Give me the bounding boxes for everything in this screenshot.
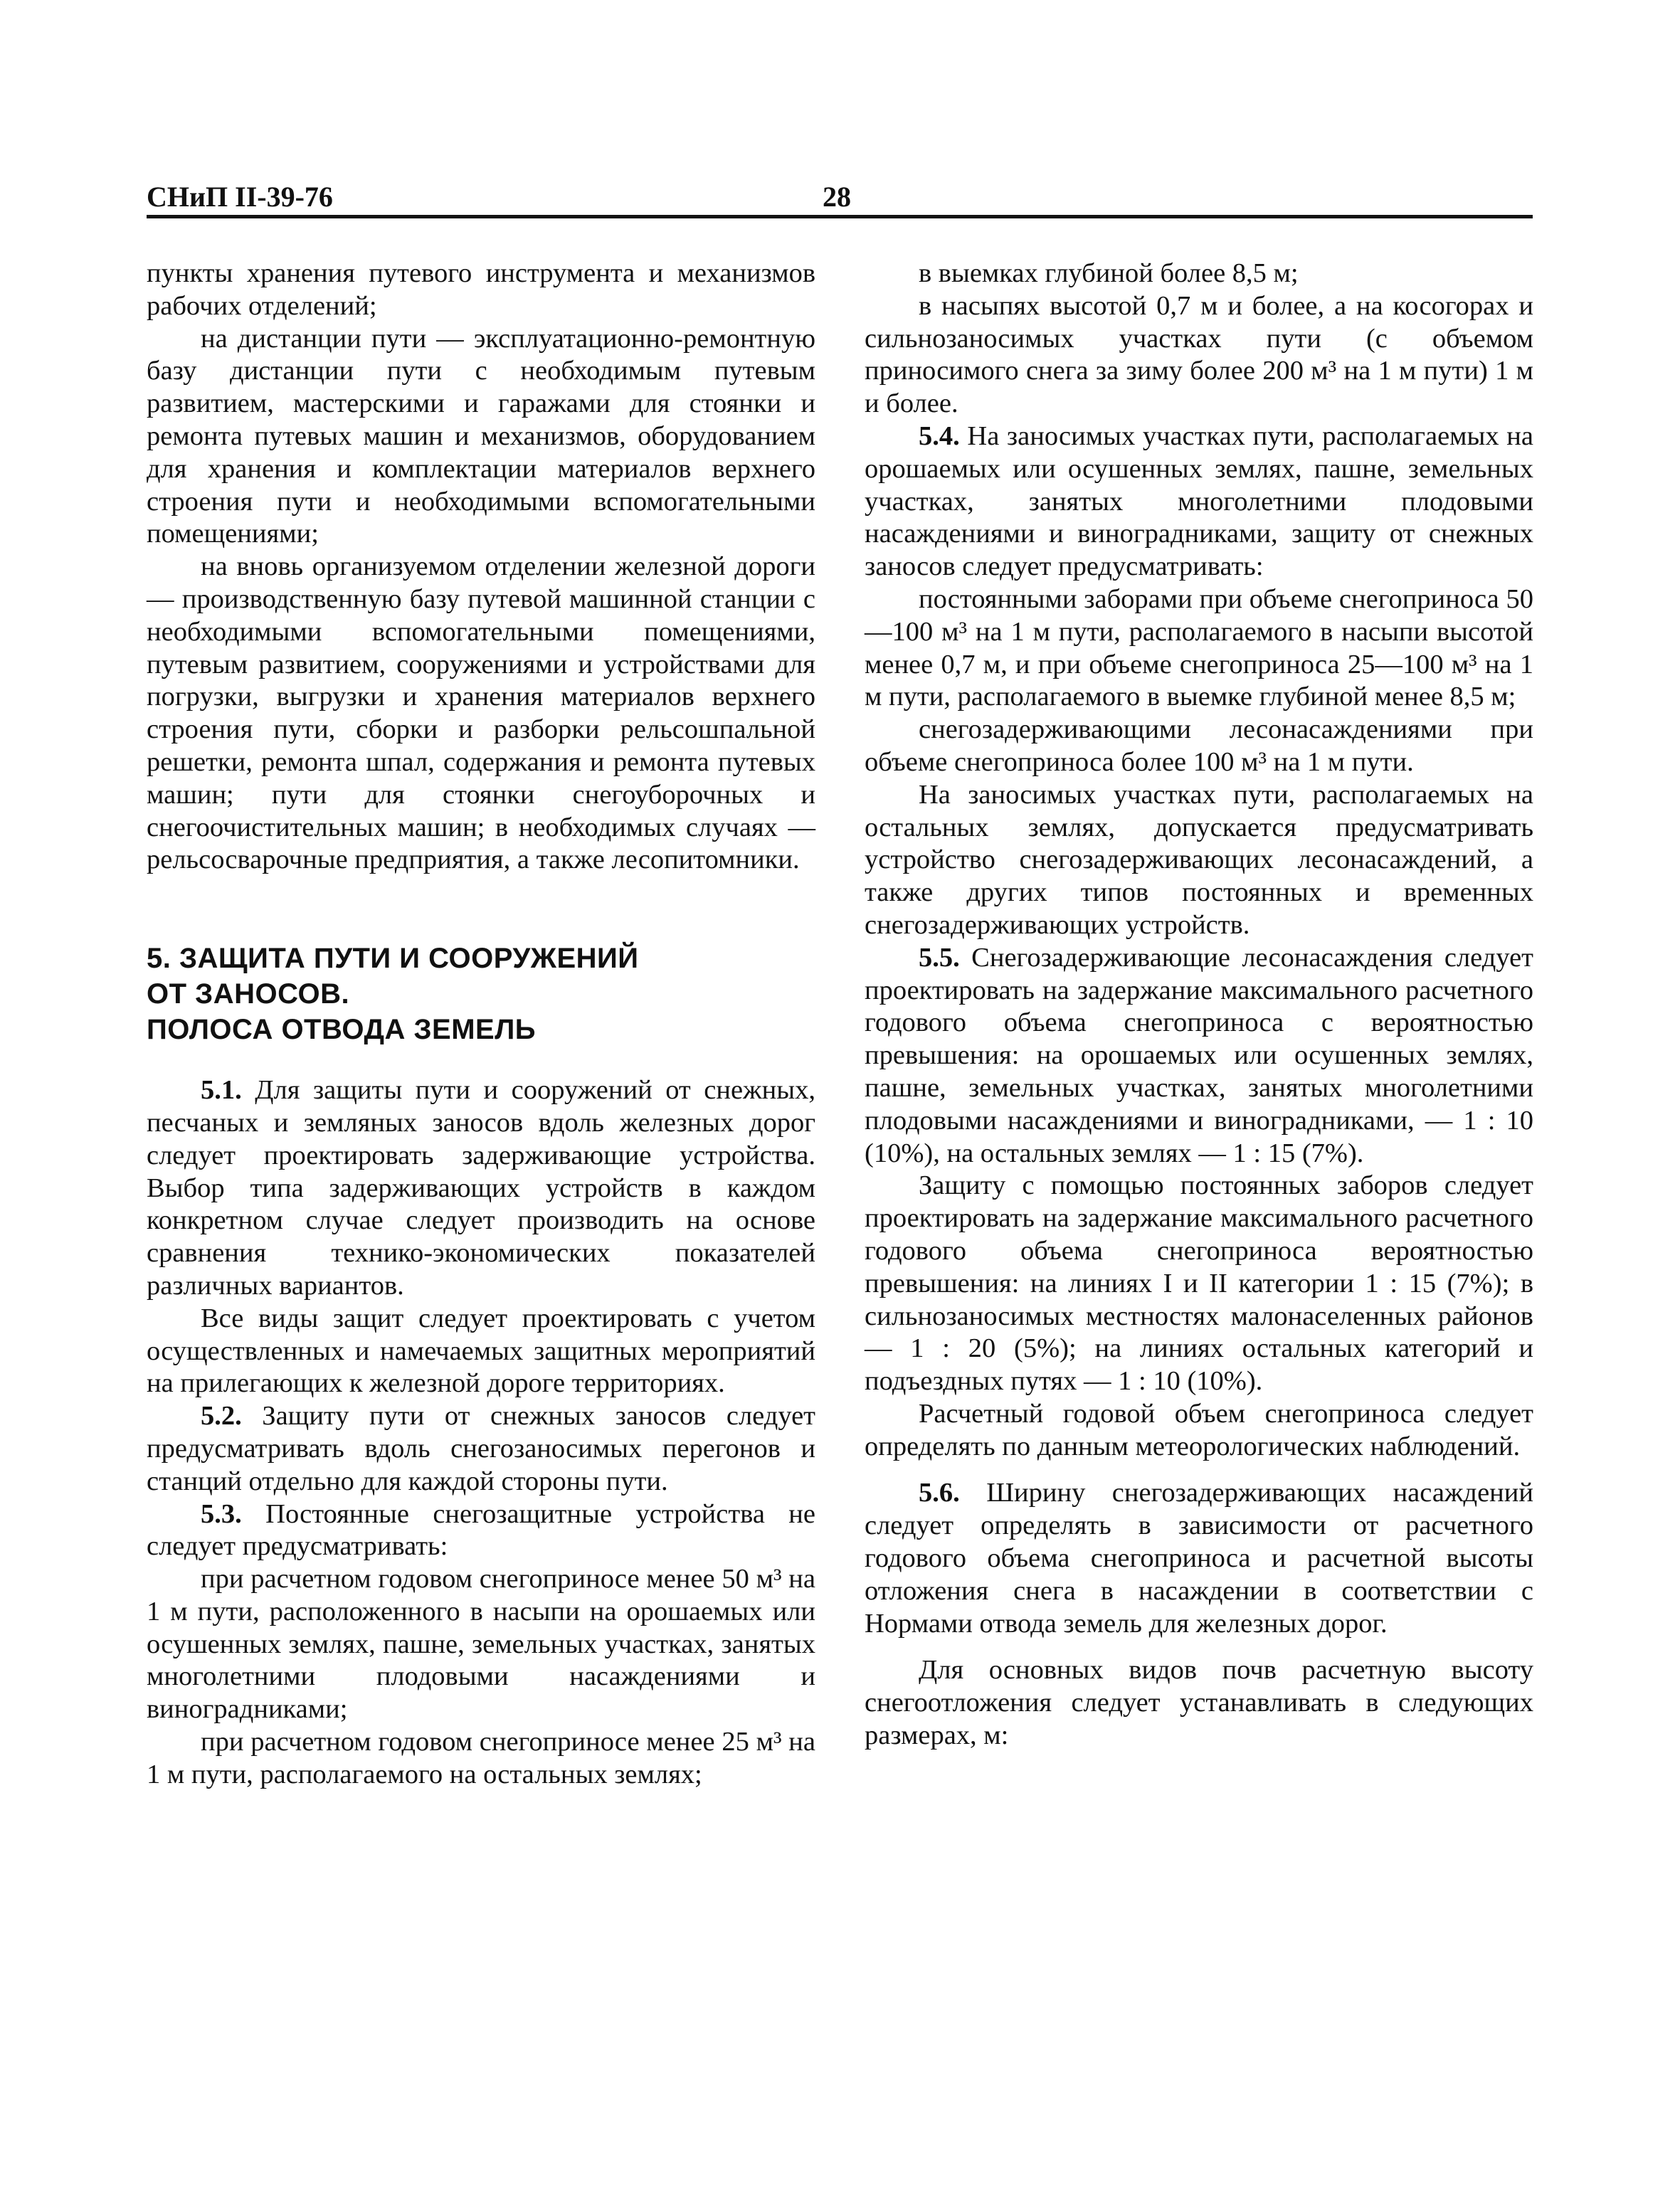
paragraph: Все виды защит следует проектировать с учетом осуществленных и намечаемых защитных мероприятий на прилегающих к железной дороге территориях. (147, 1303, 815, 1399)
clause-number: 5.3. (201, 1498, 242, 1529)
clause-5-6 (865, 1477, 1533, 1640)
right-column (865, 258, 1533, 1752)
clause-number: 5.5. (919, 942, 960, 973)
paragraph: пункты хранения путевого инструмента и механизмов рабочих отделений; (147, 258, 815, 321)
clause-text: На заносимых участках пути, располагаемых на орошаемых или осушенных землях, пашне, земельных участках, занятых многолетними плодовыми насаждениями и виноградниками, защиту от снежных заносов следует предусматривать: (865, 420, 1533, 582)
clause-number: 5.6. (919, 1478, 960, 1508)
clause-5-5 (865, 942, 1533, 1170)
paragraph: при расчетном годовом снегоприносе менее 25 м³ на 1 м пути, располагаемого на остальных землях; (147, 1727, 815, 1789)
clause-number: 5.2. (201, 1401, 242, 1432)
paragraph: снегозадерживающими лесонасаждениями при объеме снегоприноса более 100 м³ на 1 м пути. (865, 714, 1533, 777)
paragraph: на вновь организуемом отделении железной дороги — производственную базу путевой машинной станции с необходимыми вспомогательными помещениями, путевым развитием, сооружениями и устройствами для погрузки, выгрузки и хранения материалов верхнего строения пути, сборки и разборки рельсошпальной решетки, ремонта шпал, содержания и ремонта путевых машин; пути для стоянки снегоуборочных и снегоочистительных машин; в необходимых случаях — рельсосварочные предприятия, а также лесопитомники. (147, 551, 815, 875)
paragraph: Для основных видов почв расчетную высоту снегоотложения следует устанавливать в следующих размерах, м: (865, 1655, 1533, 1751)
header-rule (147, 215, 1533, 218)
paragraph: Расчетный годовой объем снегоприноса следует определять по данным метеорологических наблюдений. (865, 1398, 1533, 1461)
document-code: СНиП II-39-76 (147, 181, 333, 213)
clause-text: Ширину снегозадерживающих насаждений следует определять в зависимости от расчетного годового объема снегоприноса и расчетной высоты отложения снега в насаждении в соответствии с Нормами отвода земель для железных дорог. (865, 1478, 1533, 1639)
paragraph: на дистанции пути — эксплуатационно-ремонтную базу дистанции пути с необходимым путевым развитием, мастерскими и гаражами для стоянки и ремонта путевых машин и механизмов, оборудованием для хранения и комплектации материалов верхнего строения пути и необходимыми вспомогательными помещениями; (147, 323, 815, 549)
clause-5-4 (865, 420, 1533, 583)
clause-number: 5.4. (919, 420, 960, 451)
clause-number: 5.1. (201, 1075, 242, 1106)
section-title (147, 941, 815, 1047)
page-header (147, 179, 1533, 215)
clause-text: Для защиты пути и сооружений от снежных, песчаных и земляных заносов вдоль железных дорог следует проектировать задерживающие устройства. Выбор типа задерживающих устройств в каждом конкретном случае следует производить на основе сравнения технико-экономических показателей различных вариантов. (147, 1075, 815, 1301)
clause-text: Защиту пути от снежных заносов следует предусматривать вдоль снегозаносимых перегонов и станций отдельно для каждой стороны пути. (147, 1401, 815, 1496)
paragraph: постоянными заборами при объеме снегоприноса 50—100 м³ на 1 м пути, располагаемого в насыпи высотой менее 0,7 м, и при объеме снегоприноса 25—100 м³ на 1 м пути, располагаемого в выемке глубиной менее 8,5 м; (865, 583, 1533, 712)
clause-text: Снегозадерживающие лесонасаждения следует проектировать на задержание максимального расчетного годового объема снегоприноса с вероятностью превышения: на орошаемых или осушенных землях, пашне, земельных участках, занятых многолетними плодовыми насаждениями и виноградниками, — 1 : 10 (10%), на остальных землях — 1 : 15 (7%). (865, 942, 1533, 1168)
left-column (147, 258, 815, 1792)
paragraph: при расчетном годовом снегоприносе менее 50 м³ на 1 м пути, расположенного в насыпи на орошаемых или осушенных землях, пашне, земельных участках, занятых многолетними плодовыми насаждениями и виноградниками; (147, 1564, 815, 1725)
clause-5-2 (147, 1400, 815, 1498)
section-title-line: 5. ЗАЩИТА ПУТИ И СООРУЖЕНИЙ (147, 943, 639, 975)
section-title-line: ПОЛОСА ОТВОДА ЗЕМЕЛЬ (147, 1014, 537, 1046)
paragraph: На заносимых участках пути, располагаемых на остальных землях, допускается предусматривать устройство снегозадерживающих лесонасаждений, а также других типов постоянных и временных снегозадерживающих устройств. (865, 779, 1533, 940)
clause-text: Постоянные снегозащитные устройства не следует предусматривать: (147, 1498, 815, 1562)
clause-5-3 (147, 1498, 815, 1564)
paragraph: Защиту с помощью постоянных заборов следует проектировать на задержание максимального расчетного годового объема снегоприноса вероятностью превышения: на линиях I и II категории 1 : 15 (7%); в сильнозаносимых местностях малонаселенных районов — 1 : 20 (5%); на линиях остальных категорий и подъездных путях — 1 : 10 (10%). (865, 1170, 1533, 1397)
clause-5-1 (147, 1074, 815, 1303)
paragraph: в насыпях высотой 0,7 м и более, а на косогорах и сильнозаносимых участках пути (с объемом приносимого снега за зиму более 200 м³ на 1 м пути) 1 м и более. (865, 290, 1533, 419)
section-title-line: ОТ ЗАНОСОВ. (147, 978, 350, 1010)
page-number: 28 (823, 181, 851, 213)
paragraph: в выемках глубиной более 8,5 м; (919, 258, 1299, 288)
